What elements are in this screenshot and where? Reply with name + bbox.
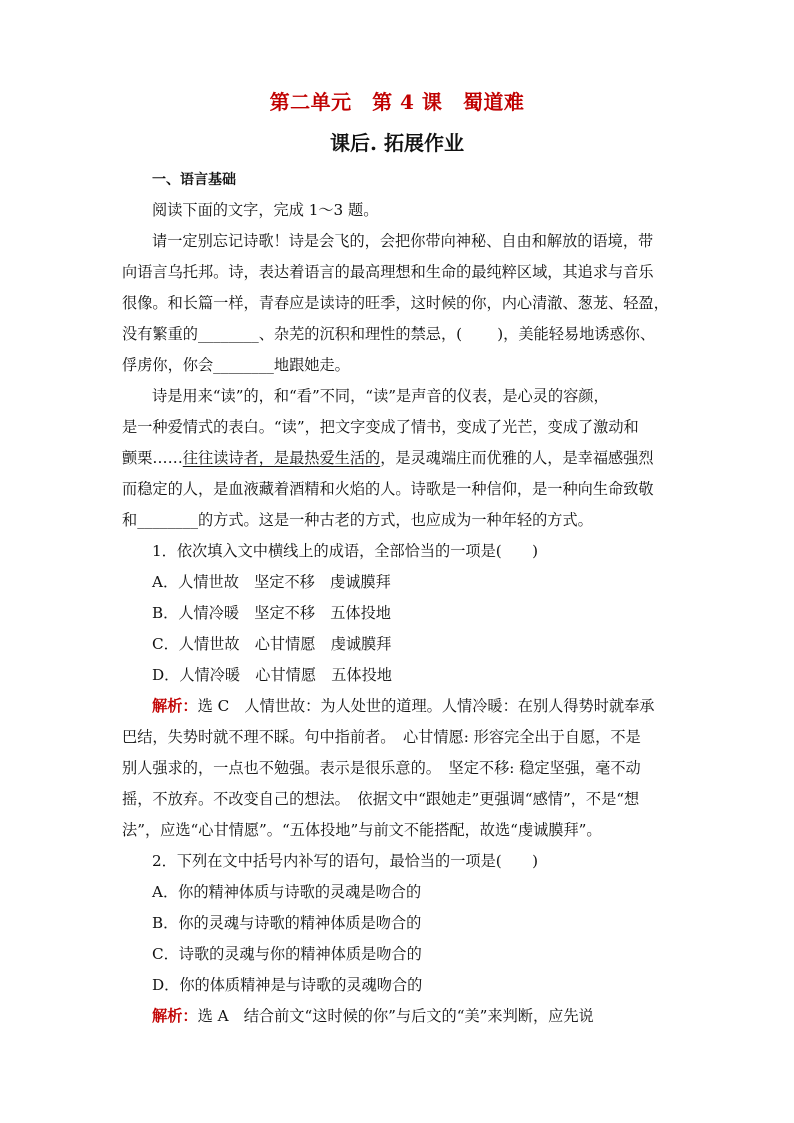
lesson-title: 第二单元 第 4 课 蜀道难 xyxy=(269,90,525,114)
passage-line: 没有繁重的________、杂芜的沉积和理性的禁忌，( )，美能轻易地诱惑你、 xyxy=(122,325,656,343)
analysis-label: 解析： xyxy=(152,697,198,715)
analysis-text: 选 C 人情世故：为人处世的道理。人情冷暖：在别人得势时就奉承 xyxy=(197,697,655,715)
passage-line: 诗是用来“读”的，和“看”不同，“读”是声音的仪表，是心灵的容颜， xyxy=(152,387,609,405)
analysis-line: 法”，应选“心甘情愿”。“五体投地”与前文不能搭配，故选“虔诚膜拜”。 xyxy=(122,821,602,839)
analysis-line: 巴结，失势时就不理不睬。句中指前者。 心甘情愿: 形容完全出于自愿，不是 xyxy=(122,728,641,746)
section-heading: 一、语言基础 xyxy=(152,172,236,188)
passage-line xyxy=(122,448,654,468)
passage-text: ，是灵魂端庄而优雅的人，是幸福感强烈 xyxy=(380,449,654,467)
passage-text: 颤栗…… xyxy=(122,449,183,467)
analysis-line: 摇，不放弃。不改变自己的想法。 依据文中“跟她走”更强调“感情”，不是“想 xyxy=(122,790,640,808)
analysis-line: 别人强求的，一点也不勉强。表示是很乐意的。 坚定不移: 稳定坚强，毫不动 xyxy=(122,759,641,777)
passage-line: 请一定别忘记诗歌！诗是会飞的，会把你带向神秘、自由和解放的语境，带 xyxy=(152,232,654,250)
analysis-text: 选 A 结合前文“这时候的你”与后文的“美”来判断，应先说 xyxy=(197,1007,594,1025)
passage-line: 向语言乌托邦。诗，表达着语言的最高理想和生命的最纯粹区域，其追求与音乐 xyxy=(122,263,654,281)
question-2-stem: 2．下列在文中括号内补写的语句，最恰当的一项是( ) xyxy=(152,852,539,870)
question-1-option-c: C．人情世故 心甘情愿 虔诚膜拜 xyxy=(152,635,392,653)
question-1-analysis xyxy=(152,696,654,716)
reading-instruction: 阅读下面的文字，完成 1～3 题。 xyxy=(152,201,379,219)
question-2-analysis xyxy=(152,1006,594,1026)
question-2-option-d: D．你的体质精神是与诗歌的灵魂吻合的 xyxy=(152,976,423,994)
analysis-label: 解析： xyxy=(152,1007,198,1025)
question-1-stem: 1．依次填入文中横线上的成语，全部恰当的一项是( ) xyxy=(152,542,539,560)
page-subtitle: 课后. 拓展作业 xyxy=(330,131,464,155)
passage-line: 是一种爱情式的表白。“读”，把文字变成了情书，变成了光芒，变成了激动和 xyxy=(122,418,639,436)
question-2-option-b: B．你的灵魂与诗歌的精神体质是吻合的 xyxy=(152,914,422,932)
question-2-option-c: C．诗歌的灵魂与你的精神体质是吻合的 xyxy=(152,945,422,963)
question-1-option-b: B．人情冷暖 坚定不移 五体投地 xyxy=(152,604,391,622)
passage-line: 和________的方式。这是一种古老的方式，也应成为一种年轻的方式。 xyxy=(122,511,593,529)
passage-line: 俘虏你，你会________地跟她走。 xyxy=(122,356,350,374)
question-1-option-d: D．人情冷暖 心甘情愿 五体投地 xyxy=(152,666,392,684)
underlined-sentence: 往往读诗者，是最热爱生活的 xyxy=(182,449,381,467)
passage-line: 而稳定的人，是血液藏着酒精和火焰的人。诗歌是一种信仰，是一种向生命致敬 xyxy=(122,480,654,498)
passage-line: 很像。和长篇一样，青春应是读诗的旺季，这时候的你，内心清澈、葱茏、轻盈， xyxy=(122,294,669,312)
question-1-option-a: A．人情世故 坚定不移 虔诚膜拜 xyxy=(152,573,391,591)
question-2-option-a: A．你的精神体质与诗歌的灵魂是吻合的 xyxy=(152,883,422,901)
